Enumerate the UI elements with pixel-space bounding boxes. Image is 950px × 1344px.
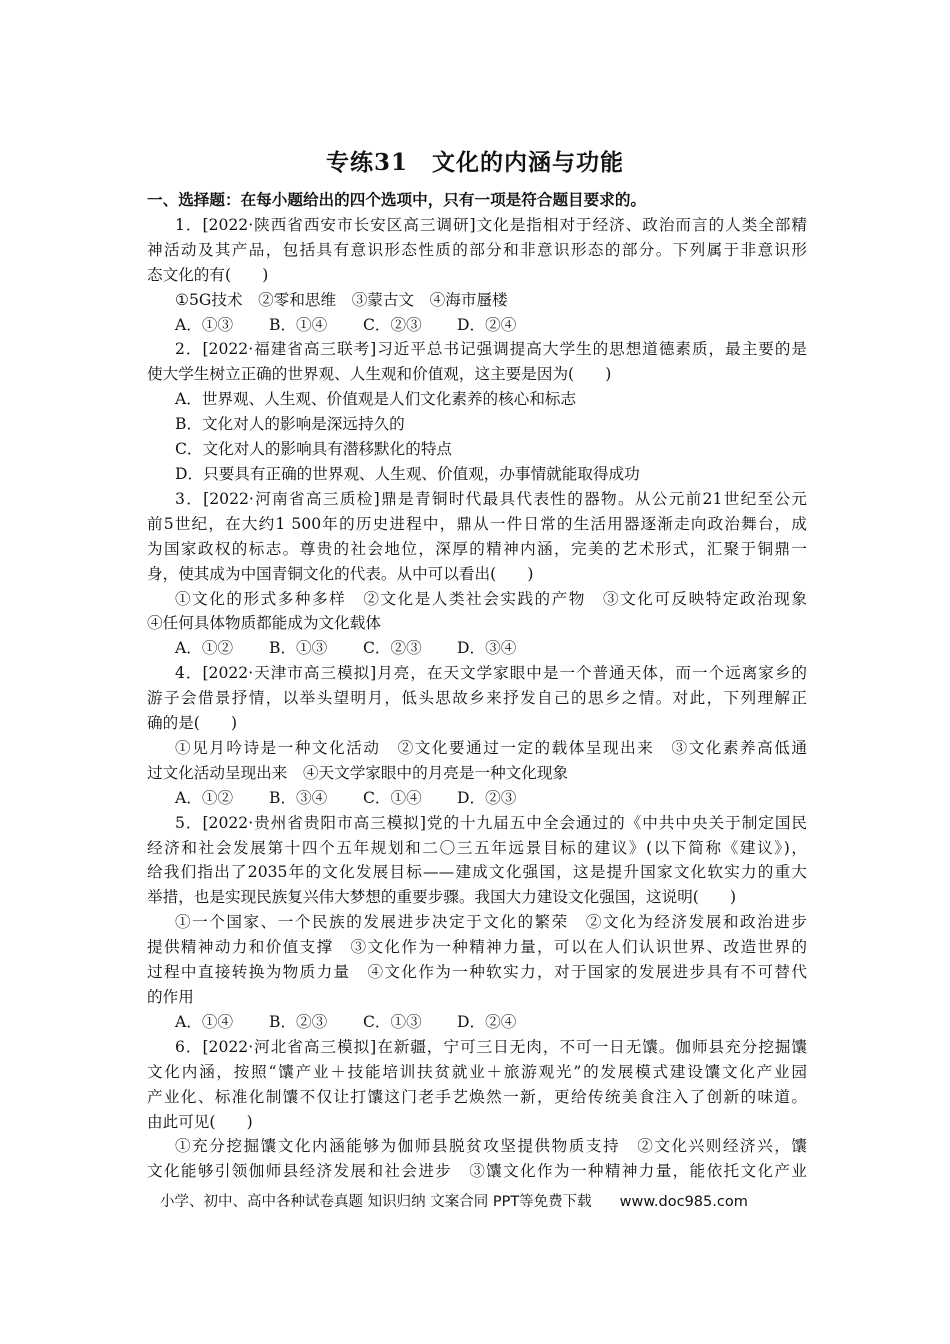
question-2-line: 使大学生树立正确的世界观、人生观和价值观，这主要是因为( ) — [147, 365, 612, 384]
question-2-line: 2．[2022·福建省高三联考]习近平总书记强调提高大学生的思想道德素质，最主要的是 — [175, 340, 807, 359]
option-a: A．①④ — [175, 1012, 234, 1031]
question-4-line: 游子会借景抒情，以举头望明月，低头思故乡来抒发自己的思乡之情。对此，下列理解正 — [147, 689, 807, 708]
question-1-items: ①5G技术 ②零和思维 ③蒙古文 ④海市蜃楼 — [175, 290, 508, 309]
question-4-options — [147, 786, 807, 811]
option-a: A．①③ — [175, 315, 234, 334]
option-d: D．③④ — [457, 639, 517, 658]
option-c: C．①④ — [363, 788, 422, 807]
option-b: B．①④ — [269, 315, 328, 334]
question-4-items: ①见月吟诗是一种文化活动 ②文化要通过一定的载体呈现出来 ③文化素养高低通 — [175, 738, 807, 757]
question-1-options — [147, 313, 807, 338]
page-footer — [160, 1190, 748, 1211]
question-6-line: 产业化、标准化制馕不仅让打馕这门老手艺焕然一新，更给传统美食注入了创新的味道。 — [147, 1087, 807, 1106]
question-3-items: ④任何具体物质都能成为文化载体 — [147, 614, 381, 633]
option-d: D．②④ — [457, 1012, 517, 1031]
question-3-items: ①文化的形式多种多样 ②文化是人类社会实践的产物 ③文化可反映特定政治现象 — [175, 589, 807, 608]
question-4-line: 确的是( ) — [147, 714, 238, 733]
question-6-line: 文化内涵，按照“馕产业＋技能培训扶贫就业＋旅游观光”的发展模式建设馕文化产业园 — [147, 1062, 807, 1081]
question-3-line: 身，使其成为中国青铜文化的代表。从中可以看出( ) — [147, 564, 534, 583]
question-2-choice-a: A．世界观、人生观、价值观是人们文化素养的核心和标志 — [175, 390, 577, 409]
question-5-line: 经济和社会发展第十四个五年规划和二〇三五年远景目标的建议》(以下简称《建议》)， — [147, 838, 807, 857]
option-c: C．②③ — [363, 315, 422, 334]
question-5-line: 举措，也是实现民族复兴伟大梦想的重要步骤。我国大力建设文化强国，这说明( ) — [147, 888, 737, 907]
question-5-options — [147, 1010, 807, 1035]
question-1-line: 态文化的有( ) — [147, 265, 269, 284]
option-b: B．①③ — [269, 639, 328, 658]
option-b: B．③④ — [269, 788, 328, 807]
question-5-items: 过程中直接转换为物质力量 ④文化作为一种软实力，对于国家的发展进步具有不可替代 — [147, 963, 807, 982]
option-a: A．①② — [175, 788, 234, 807]
question-5-line: 5．[2022·贵州省贵阳市高三模拟]党的十九届五中全会通过的《中共中央关于制定国民 — [175, 813, 807, 832]
question-2-choice-c: C．文化对人的影响具有潜移默化的特点 — [175, 440, 453, 459]
page-title: 专练31 文化的内涵与功能 — [325, 149, 624, 176]
option-b: B．②③ — [269, 1012, 328, 1031]
question-6-items: 文化能够引领伽师县经济发展和社会进步 ③馕文化作为一种精神力量，能依托文化产业 — [147, 1162, 807, 1181]
question-3-line: 前5世纪，在大约1 500年的历史进程中，鼎从一件日常的生活用器逐渐走向政治舞台，成 — [147, 514, 807, 533]
option-c: C．①③ — [363, 1012, 422, 1031]
question-6-line: 6．[2022·河北省高三模拟]在新疆，宁可三日无肉，不可一日无馕。伽师县充分挖掘馕 — [175, 1037, 807, 1056]
footer-url[interactable]: www.doc985.com — [619, 1194, 748, 1210]
question-6-line: 由此可见( ) — [147, 1112, 253, 1131]
option-d: D．②④ — [457, 315, 517, 334]
option-a: A．①② — [175, 639, 234, 658]
question-1-line: 1．[2022·陕西省西安市长安区高三调研]文化是指相对于经济、政治而言的人类全部精 — [175, 215, 807, 234]
question-5-items: ①一个国家、一个民族的发展进步决定于文化的繁荣 ②文化为经济发展和政治进步 — [175, 913, 807, 932]
question-3-line: 3．[2022·河南省高三质检]鼎是青铜时代最具代表性的器物。从公元前21世纪至公元 — [175, 489, 807, 508]
question-2-choice-b: B．文化对人的影响是深远持久的 — [175, 415, 405, 434]
question-6-items: ①充分挖掘馕文化内涵能够为伽师县脱贫攻坚提供物质支持 ②文化兴则经济兴，馕 — [175, 1137, 807, 1156]
question-3-line: 为国家政权的标志。尊贵的社会地位，深厚的精神内涵，完美的艺术形式，汇聚于铜鼎一 — [147, 539, 807, 558]
footer-text: 小学、初中、高中各种试卷真题 知识归纳 文案合同 PPT等免费下载 — [160, 1194, 592, 1210]
question-5-items: 提供精神动力和价值支撑 ③文化作为一种精神力量，可以在人们认识世界、改造世界的 — [147, 938, 807, 957]
question-content — [147, 188, 807, 1184]
question-1-line: 神活动及其产品，包括具有意识形态性质的部分和非意识形态的部分。下列属于非意识形 — [147, 240, 807, 259]
question-5-items: 的作用 — [147, 988, 194, 1006]
question-5-line: 给我们指出了2035年的文化发展目标——建成文化强国，这是提升国家文化软实力的重大 — [147, 863, 807, 882]
option-d: D．②③ — [457, 788, 517, 807]
section-heading: 一、选择题：在每小题给出的四个选项中，只有一项是符合题目要求的。 — [147, 190, 647, 209]
question-2-choice-d: D．只要具有正确的世界观、人生观、价值观，办事情就能取得成功 — [175, 464, 640, 483]
question-4-line: 4．[2022·天津市高三模拟]月亮，在天文学家眼中是一个普通天体，而一个远离家乡的 — [175, 664, 807, 683]
question-4-items: 过文化活动呈现出来 ④天文学家眼中的月亮是一种文化现象 — [147, 763, 569, 782]
question-3-options — [147, 636, 807, 661]
option-c: C．②③ — [363, 639, 422, 658]
